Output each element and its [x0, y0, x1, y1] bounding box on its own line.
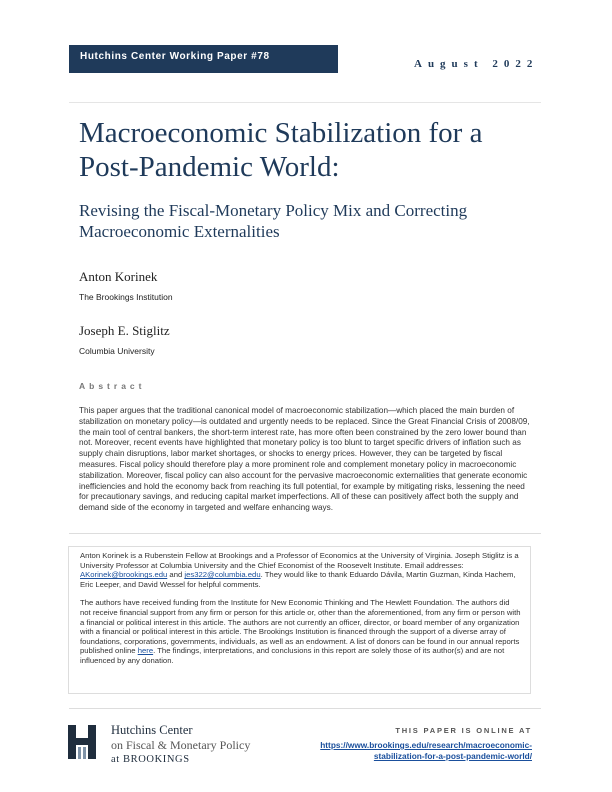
logo-text: on Fiscal & Monetary Policy	[111, 738, 251, 752]
publication-date: August 2022	[414, 58, 539, 70]
logo-text: at BROOKINGS	[111, 754, 190, 765]
author-name: Joseph E. Stiglitz	[79, 323, 170, 338]
note-text: and	[167, 570, 185, 580]
divider	[69, 102, 541, 103]
logo-text: Hutchins Center	[111, 723, 193, 737]
divider	[69, 708, 541, 709]
note-text: . The findings, interpretations, and conclusions in this report are solely those of its author(s) and are not influenced by any donation.	[80, 646, 505, 665]
note-text: Anton Korinek is a Rubenstein Fellow at Brookings and a Professor of Economics at the University of Virginia. Joseph Stiglitz is a University Professor at Columbia University and the Chief Economist of the Roosevelt Institute. Email addresses:	[80, 551, 519, 570]
note-text: The authors have received funding from the Institute for New Economic Thinking and The Hewlett Foundation. The authors did not receive financial support from any firm or person for this article or, other than the aforementioned, from any firm or person with a financial or political interest in this article. The authors are not currently an officer, director, or board member of any organization with a financial or political interest in this article. The Brookings Institution is financed through the support of a diverse array of foundations, corporations, governments, individuals, as well as an endowment. A list of donors can be found in our annual reports published online	[80, 598, 521, 656]
funding-disclosure-paragraph	[80, 598, 522, 665]
paper-url-link[interactable]: https://www.brookings.edu/research/macroeconomic-stabilization-for-a-post-pandemic-world/	[320, 740, 532, 761]
series-label: Hutchins Center Working Paper #78	[80, 51, 270, 62]
email-link[interactable]: AKorinek@brookings.edu	[80, 570, 168, 580]
abstract-text: This paper argues that the traditional canonical model of macroeconomic stabilization—which placed the main burden of stabilization on monetary policy—is outdated and urgently needs to be replaced. Since the Great Financial Crisis of 2008/09, the main tool of central bankers, the short-term interest rate, has more often been constrained by the zero lower bound than not. Moreover, recent events have highlighted that monetary policy is too blunt to target specific drivers of inflation such as supply chain disruptions, labor market shortages, or shocks to energy prices. However, they can be targeted by fiscal measures. Fiscal policy should therefore play a more prominent role and complement monetary policy in macroeconomic stabilization. Moreover, fiscal policy can also account for the pervasive macroeconomic externalities that generate economic inefficiencies and hold the economy back from reaching its full potential, for example by mitigating risks, lessening the need for precautionary savings, and reducing capital market imperfections. All of these can positively affect both the supply and demand side of the economy in targeted and welfare enhancing ways.	[79, 406, 530, 513]
author-note-box	[68, 546, 531, 694]
paper-title: Macroeconomic Stabilization for a Post-Pandemic World:	[79, 117, 483, 183]
annual-report-link[interactable]: here	[137, 646, 154, 656]
author-name: Anton Korinek	[79, 269, 158, 284]
author-note-paragraph	[80, 551, 522, 589]
author-affiliation: Columbia University	[79, 346, 155, 356]
note-text: . They would like to thank Eduardo Dávila, Martin Guzman, Kinda Hachem, Eric Leeper, and David Wessel for helpful comments.	[80, 570, 516, 589]
divider	[69, 533, 541, 534]
online-label: THIS PAPER IS ONLINE AT	[395, 726, 532, 735]
hutchins-logo-icon	[68, 725, 96, 759]
paper-subtitle: Revising the Fiscal-Monetary Policy Mix and Correcting Macroeconomic Externalities	[79, 201, 468, 241]
abstract-heading: Abstract	[79, 381, 146, 391]
email-link[interactable]: jes322@columbia.edu	[184, 570, 261, 580]
author-affiliation: The Brookings Institution	[79, 292, 173, 302]
